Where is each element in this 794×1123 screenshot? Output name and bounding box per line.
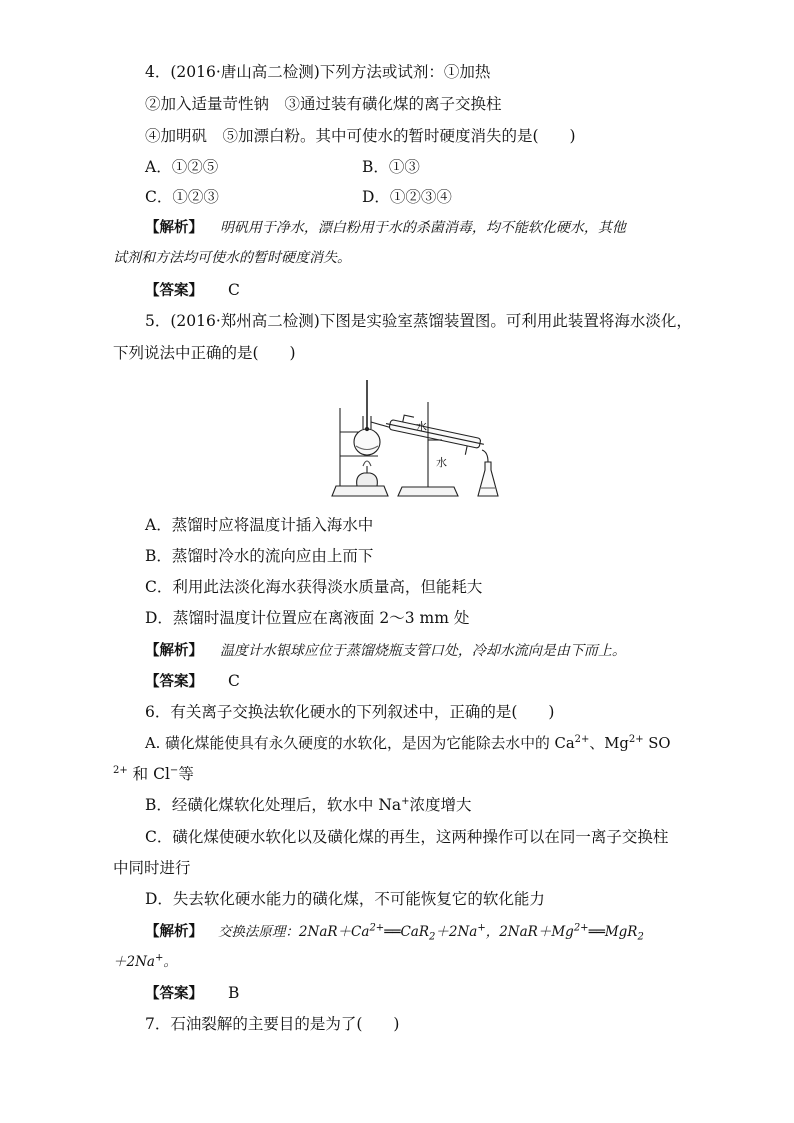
water-inlet-label: 水 [416,420,427,433]
superscript: 2+ [369,922,385,934]
superscript: − [169,764,179,776]
q5-line2: 下列说法中正确的是( ) [113,344,296,362]
q4-option-a: A．①②⑤ [145,158,219,176]
q7-stem: 7．石油裂解的主要目的是为了( ) [145,1015,400,1033]
subscript: 2 [637,931,644,943]
q6-option-b [145,795,472,815]
q6-answer-value: B [227,984,240,1002]
q5-option-b: B．蒸馏时冷水的流向应由上而下 [145,547,374,565]
q6-analysis-text [217,922,644,943]
superscript: + [154,952,164,964]
superscript: 2+ [628,734,644,746]
q6-option-a [145,734,671,754]
formula-part: ══MgR [588,924,638,940]
q4-stem: 4．(2016·唐山高二检测)下列方法或试剂：①加热 [145,63,491,81]
q5-answer-value: C [227,672,240,690]
q6-analysis [145,921,644,942]
q5-option-c: C．利用此法淡化海水获得淡水质量高，但能耗大 [145,578,483,596]
formula-part: ＋2Na [113,954,155,970]
q5-analysis-text: 温度计水银球应位于蒸馏烧瓶支管口处，冷却水流向是由下而上。 [219,643,626,659]
q6-option-c-cont: 中同时进行 [113,859,191,877]
q6-option-b-text: B．经磺化煤软化处理后，软水中 Na [145,796,402,814]
q6-answer [145,983,239,1004]
q6-option-c: C．磺化煤使硬水软化以及磺化煤的再生，这两种操作可以在同一离子交换柱 [145,828,669,846]
analysis-tag: 【解析】 [145,924,203,940]
q4-answer [145,280,240,301]
receiving-flask [478,462,498,496]
q6-option-d: D．失去软化硬水能力的磺化煤，不可能恢复它的软化能力 [145,890,545,908]
q5-option-a: A．蒸馏时应将温度计插入海水中 [145,516,374,534]
formula-part: 交换法原理：2NaR＋Ca [217,924,370,940]
q6-option-a-text: A. 磺化煤能使具有永久硬度的水软化，是因为它能除去水中的 Ca [145,735,575,752]
q5-analysis [145,640,626,661]
superscript: + [477,922,486,934]
q6-option-a-cont [113,764,194,784]
subscript: 2 [429,931,436,943]
alcohol-lamp [357,473,378,486]
q6-stem: 6．有关离子交换法软化硬水的下列叙述中，正确的是( ) [145,703,555,721]
formula-part: ══CaR [384,924,429,940]
q4-analysis [145,217,626,238]
q6-option-a-text: 、Mg [589,735,629,752]
formula-part: 。 [163,954,177,970]
q4-option-c: C．①②③ [145,188,219,206]
superscript: 2+ [113,764,128,776]
superscript: 2+ [574,734,590,746]
analysis-tag: 【解析】 [145,643,203,659]
answer-tag: 【答案】 [145,986,203,1002]
answer-tag: 【答案】 [145,283,203,299]
distillation-apparatus-figure [330,372,500,502]
q4-option-d: D．①②③④ [362,188,452,206]
q4-analysis-text-1: 明矾用于净水，漂白粉用于水的杀菌消毒，均不能软化硬水，其他 [219,220,626,236]
right-stand-base [398,487,458,496]
q6-option-a-text: 和 Cl [127,765,170,783]
q4-analysis-text-2: 试剂和方法均可使水的暂时硬度消失。 [113,250,351,266]
q4-option-b: B．①③ [362,158,420,176]
q6-analysis-cont [113,952,177,972]
water-outlet-label: 水 [436,456,447,469]
distillation-flask [354,429,380,455]
superscript: + [401,795,410,807]
q4-line2: ②加入适量苛性钠 ③通过装有磺化煤的离子交换柱 [145,95,502,113]
left-stand-base [332,486,388,496]
q5-option-d: D．蒸馏时温度计位置应在离液面 2～3 mm 处 [145,609,470,627]
answer-tag: 【答案】 [145,674,203,690]
q4-line3: ④加明矾 ⑤加漂白粉。其中可使水的暂时硬度消失的是( ) [145,127,576,145]
formula-part: ，2NaR＋Mg [485,924,574,940]
q5-answer [145,671,240,692]
q4-answer-value: C [227,281,240,299]
analysis-tag: 【解析】 [145,220,203,236]
q6-option-a-text: 等 [178,765,194,783]
condenser [383,412,486,458]
formula-part: ＋2Na [435,924,478,940]
q6-option-b-text: 浓度增大 [409,796,472,814]
superscript: 2+ [573,922,589,934]
q5-stem: 5．(2016·郑州高二检测)下图是实验室蒸馏装置图。可利用此装置将海水淡化， [145,312,692,330]
q6-option-a-text: SO [643,735,671,752]
